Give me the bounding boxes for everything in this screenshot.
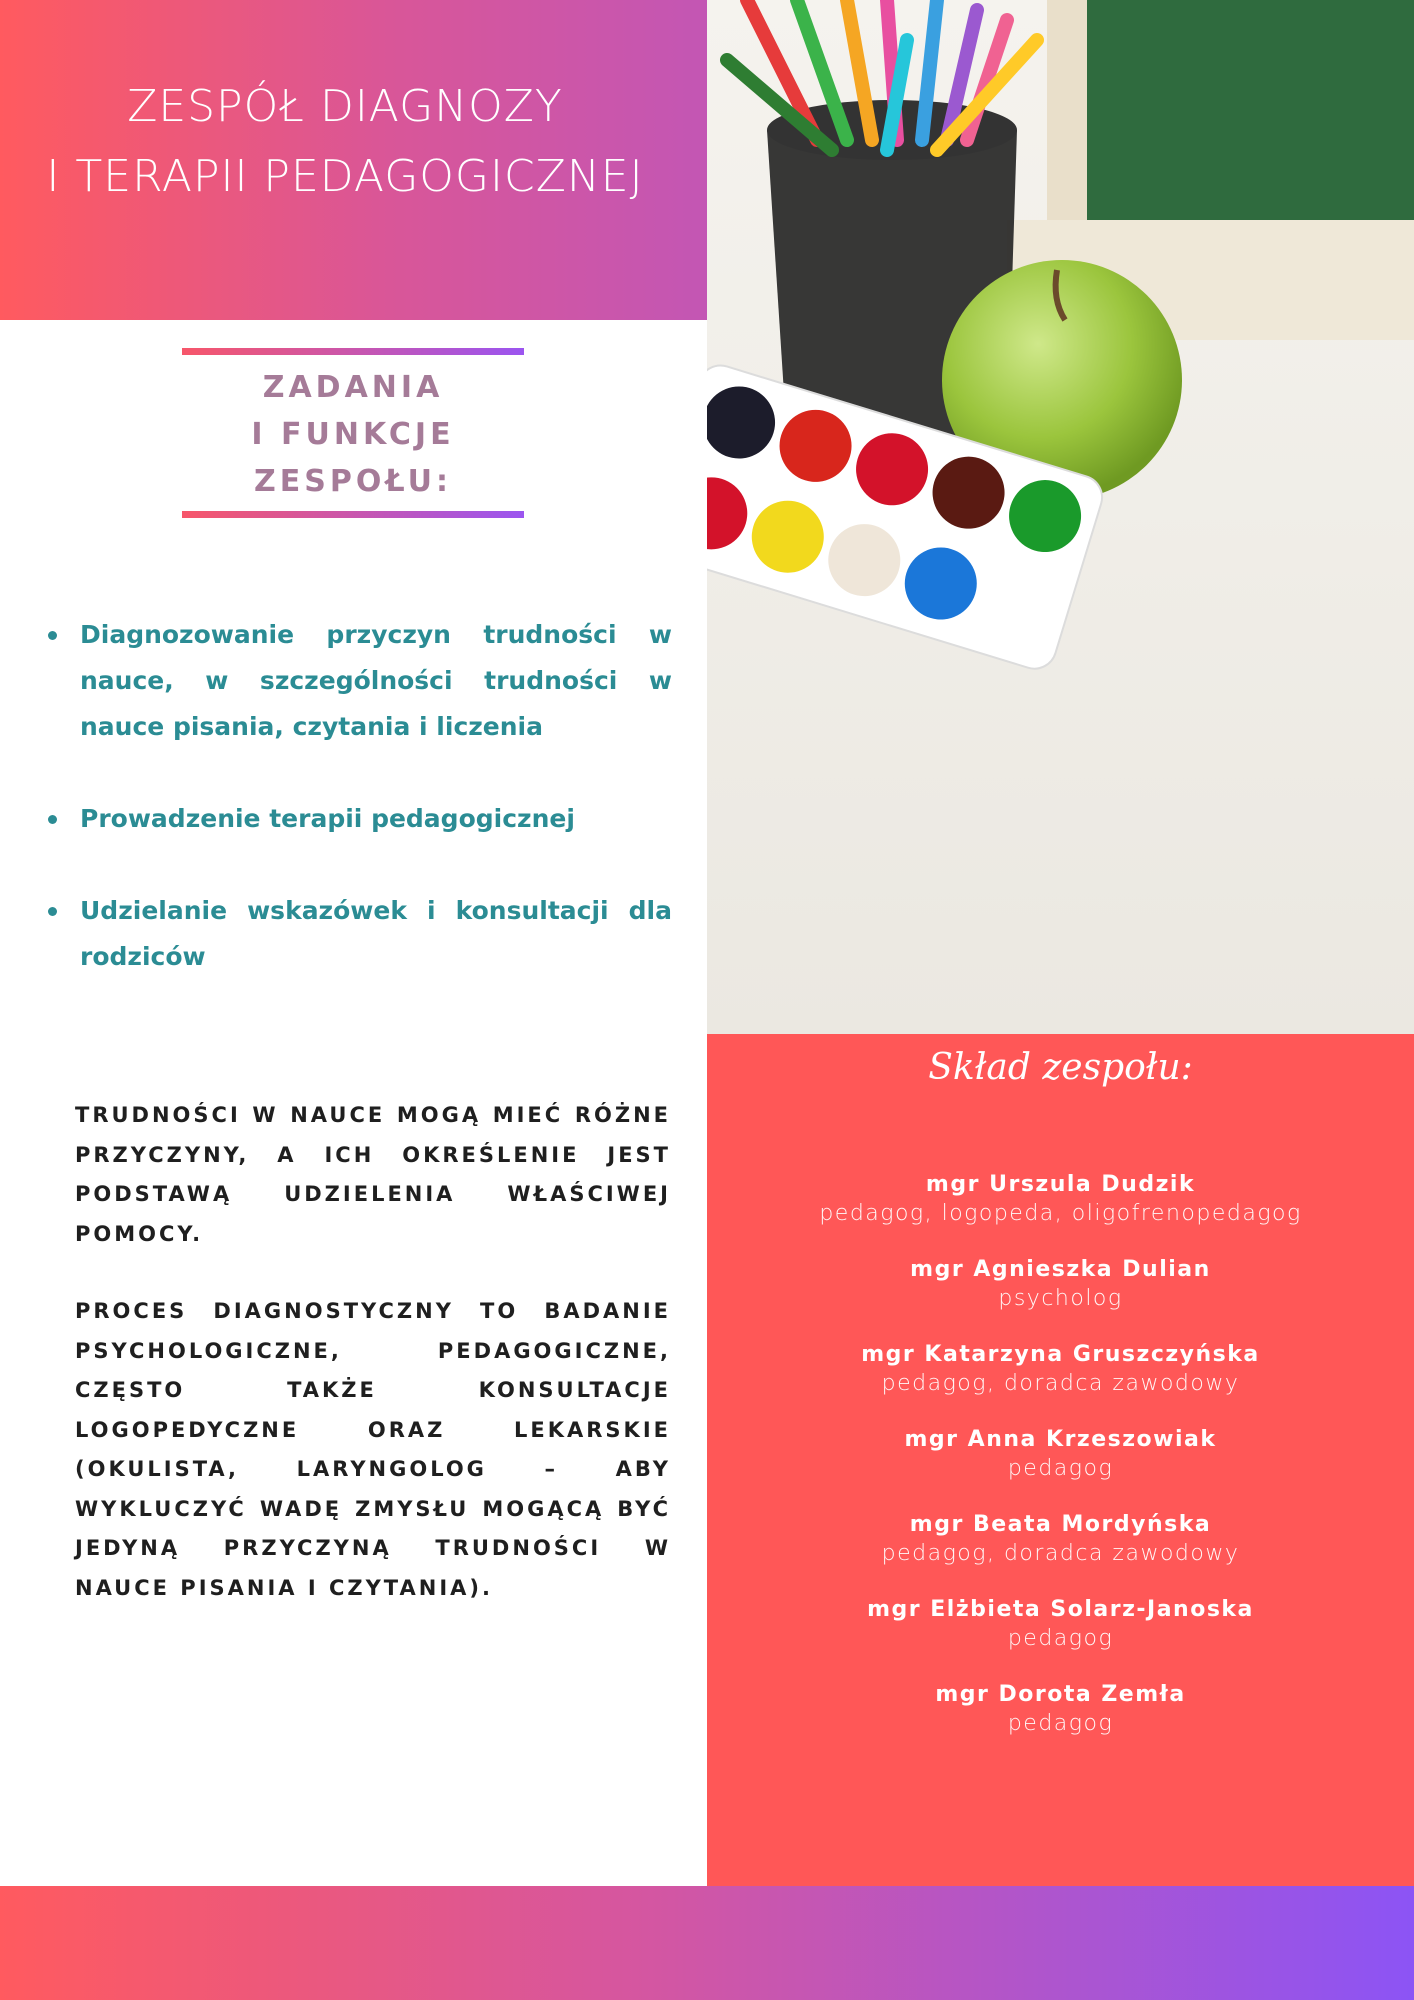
list-item <box>48 796 672 842</box>
task-text: Prowadzenie terapii pedagogicznej <box>80 804 575 833</box>
list-item <box>48 612 672 750</box>
page-title-line-1: ZESPÓŁ DIAGNOZY <box>127 81 563 132</box>
school-supplies-photo <box>707 0 1414 1034</box>
list-item <box>707 1595 1414 1653</box>
team-members <box>707 1170 1414 1765</box>
paragraph-causes: TRUDNOŚCI W NAUCE MOGĄ MIEĆ RÓŻNE PRZYCZYNY, A ICH OKREŚLENIE JEST PODSTAWĄ UDZIELENIA WŁAŚCIWEJ POMOCY. <box>75 1103 671 1246</box>
member-name: mgr Urszula Dudzik <box>925 1172 1196 1197</box>
bullet-icon <box>48 815 57 824</box>
heading-rule-bottom <box>182 511 524 518</box>
info-paragraphs <box>75 1096 671 1646</box>
bullet-icon <box>48 907 57 916</box>
team-title: Skład zespołu: <box>928 1047 1193 1088</box>
member-name: mgr Elżbieta Solarz-Janoska <box>867 1597 1254 1622</box>
member-name: mgr Agnieszka Dulian <box>910 1257 1211 1282</box>
list-item <box>707 1255 1414 1313</box>
member-name: mgr Beata Mordyńska <box>909 1512 1212 1537</box>
member-name: mgr Katarzyna Gruszczyńska <box>861 1342 1260 1367</box>
page-title <box>0 72 690 212</box>
header-banner <box>0 0 707 320</box>
member-role: pedagog, logopeda, oligofrenopedagog <box>819 1201 1302 1226</box>
tasks-heading-line-1: ZADANIA <box>262 370 444 405</box>
page-title-line-2: I TERAPII PEDAGOGICZNEJ <box>46 151 644 202</box>
list-item <box>707 1340 1414 1398</box>
member-role: psycholog <box>998 1286 1123 1311</box>
footer-banner <box>0 1886 1414 2000</box>
member-role: pedagog <box>1007 1456 1114 1481</box>
tasks-heading-line-2: I FUNKCJE <box>251 417 455 452</box>
member-role: pedagog, doradca zawodowy <box>881 1541 1240 1566</box>
team-panel <box>707 1034 1414 1886</box>
member-name: mgr Anna Krzeszowiak <box>904 1427 1217 1452</box>
tasks-heading-line-3: ZESPOŁU: <box>254 464 452 499</box>
bullet-icon <box>48 631 57 640</box>
member-role: pedagog, doradca zawodowy <box>881 1371 1240 1396</box>
tasks-heading <box>182 364 524 505</box>
list-item <box>707 1425 1414 1483</box>
paragraph-process: PROCES DIAGNOSTYCZNY TO BADANIE PSYCHOLOGICZNE, PEDAGOGICZNE, CZĘSTO TAKŻE KONSULTACJE LOGOPEDYCZNE ORAZ LEKARSKIE (OKULISTA, LARYNGOLOG – ABY WYKLUCZYĆ WADĘ ZMYSŁU MOGĄCĄ BYĆ JEDYNĄ PRZYCZYNĄ TRUDNOŚCI W NAUCE PISANIA I CZYTANIA). <box>75 1299 671 1600</box>
list-item <box>707 1680 1414 1738</box>
task-text: Diagnozowanie przyczyn trudności w nauce, w szczególności trudności w nauce pisania, czytania i liczenia <box>80 620 672 741</box>
member-role: pedagog <box>1007 1711 1114 1736</box>
list-item <box>707 1170 1414 1228</box>
heading-rule-top <box>182 348 524 355</box>
member-name: mgr Dorota Zemła <box>935 1682 1186 1707</box>
member-role: pedagog <box>1007 1626 1114 1651</box>
list-item <box>48 888 672 980</box>
tasks-list <box>48 612 672 1026</box>
list-item <box>707 1510 1414 1568</box>
task-text: Udzielanie wskazówek i konsultacji dla rodziców <box>80 896 672 971</box>
school-supplies-illustration <box>707 0 1414 1034</box>
